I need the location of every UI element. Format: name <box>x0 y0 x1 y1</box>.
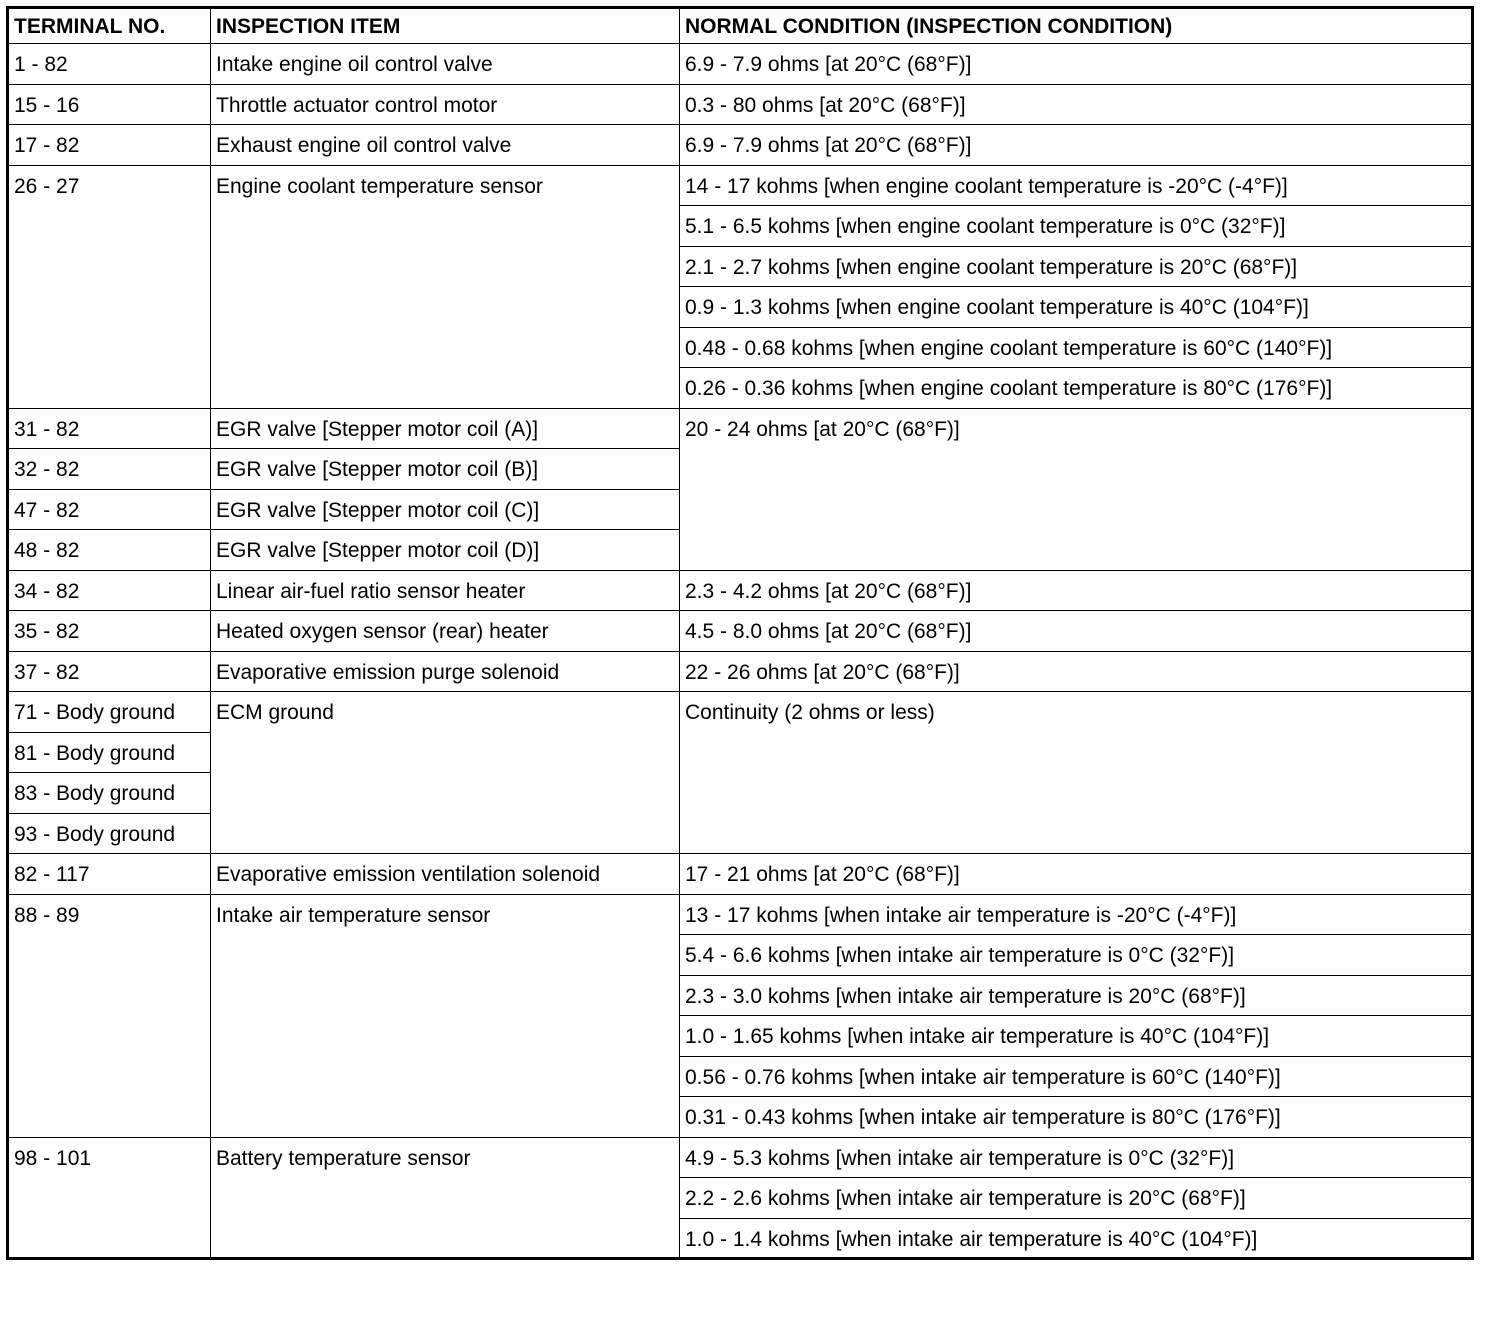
terminal-cell: 98 - 101 <box>8 1137 211 1259</box>
terminal-cell: 31 - 82 <box>8 408 211 449</box>
condition-cell: 2.3 - 4.2 ohms [at 20°C (68°F)] <box>680 570 1473 611</box>
condition-cell: 0.3 - 80 ohms [at 20°C (68°F)] <box>680 84 1473 125</box>
terminal-cell: 81 - Body ground <box>8 732 211 773</box>
condition-cell: 2.1 - 2.7 kohms [when engine coolant temperature is 20°C (68°F)] <box>680 246 1473 287</box>
terminal-cell: 47 - 82 <box>8 489 211 530</box>
condition-cell: 0.9 - 1.3 kohms [when engine coolant temperature is 40°C (104°F)] <box>680 287 1473 328</box>
table-row <box>8 408 1473 449</box>
terminal-cell: 15 - 16 <box>8 84 211 125</box>
item-cell: ECM ground <box>211 692 680 854</box>
item-cell: Intake air temperature sensor <box>211 894 680 1137</box>
item-cell: Battery temperature sensor <box>211 1137 680 1259</box>
terminal-cell: 26 - 27 <box>8 165 211 408</box>
terminal-cell: 88 - 89 <box>8 894 211 1137</box>
terminal-cell: 82 - 117 <box>8 854 211 895</box>
table-row <box>8 692 1473 733</box>
table-row <box>8 125 1473 166</box>
condition-cell: 14 - 17 kohms [when engine coolant temperature is -20°C (-4°F)] <box>680 165 1473 206</box>
table-row <box>8 44 1473 85</box>
condition-cell: 22 - 26 ohms [at 20°C (68°F)] <box>680 651 1473 692</box>
condition-cell: 6.9 - 7.9 ohms [at 20°C (68°F)] <box>680 125 1473 166</box>
terminal-cell: 83 - Body ground <box>8 773 211 814</box>
condition-cell: 0.48 - 0.68 kohms [when engine coolant temperature is 60°C (140°F)] <box>680 327 1473 368</box>
condition-cell: 4.9 - 5.3 kohms [when intake air temperature is 0°C (32°F)] <box>680 1137 1473 1178</box>
table-row <box>8 611 1473 652</box>
terminal-cell: 71 - Body ground <box>8 692 211 733</box>
table-header-row <box>8 8 1473 44</box>
table-row <box>8 894 1473 935</box>
table-row <box>8 165 1473 206</box>
item-cell: EGR valve [Stepper motor coil (D)] <box>211 530 680 571</box>
item-cell: EGR valve [Stepper motor coil (B)] <box>211 449 680 490</box>
condition-cell: 1.0 - 1.4 kohms [when intake air temperature is 40°C (104°F)] <box>680 1218 1473 1259</box>
item-cell: Exhaust engine oil control valve <box>211 125 680 166</box>
condition-cell: Continuity (2 ohms or less) <box>680 692 1473 854</box>
terminal-cell: 93 - Body ground <box>8 813 211 854</box>
table-row <box>8 1137 1473 1178</box>
item-cell: EGR valve [Stepper motor coil (C)] <box>211 489 680 530</box>
terminal-cell: 34 - 82 <box>8 570 211 611</box>
table-row <box>8 854 1473 895</box>
item-cell: Throttle actuator control motor <box>211 84 680 125</box>
terminal-cell: 48 - 82 <box>8 530 211 571</box>
condition-cell: 13 - 17 kohms [when intake air temperature is -20°C (-4°F)] <box>680 894 1473 935</box>
condition-cell: 6.9 - 7.9 ohms [at 20°C (68°F)] <box>680 44 1473 85</box>
item-cell: Evaporative emission ventilation solenoid <box>211 854 680 895</box>
condition-cell: 5.4 - 6.6 kohms [when intake air temperature is 0°C (32°F)] <box>680 935 1473 976</box>
condition-cell: 2.2 - 2.6 kohms [when intake air temperature is 20°C (68°F)] <box>680 1178 1473 1219</box>
item-cell: EGR valve [Stepper motor coil (A)] <box>211 408 680 449</box>
item-cell: Linear air-fuel ratio sensor heater <box>211 570 680 611</box>
terminal-cell: 37 - 82 <box>8 651 211 692</box>
table-row <box>8 651 1473 692</box>
condition-cell: 0.31 - 0.43 kohms [when intake air temperature is 80°C (176°F)] <box>680 1097 1473 1138</box>
inspection-table <box>6 6 1474 1260</box>
header-normal-condition: NORMAL CONDITION (INSPECTION CONDITION) <box>680 8 1473 44</box>
condition-cell: 1.0 - 1.65 kohms [when intake air temperature is 40°C (104°F)] <box>680 1016 1473 1057</box>
terminal-cell: 1 - 82 <box>8 44 211 85</box>
condition-cell: 5.1 - 6.5 kohms [when engine coolant temperature is 0°C (32°F)] <box>680 206 1473 247</box>
header-inspection-item: INSPECTION ITEM <box>211 8 680 44</box>
table-row <box>8 84 1473 125</box>
condition-cell: 20 - 24 ohms [at 20°C (68°F)] <box>680 408 1473 570</box>
item-cell: Intake engine oil control valve <box>211 44 680 85</box>
condition-cell: 2.3 - 3.0 kohms [when intake air temperature is 20°C (68°F)] <box>680 975 1473 1016</box>
item-cell: Engine coolant temperature sensor <box>211 165 680 408</box>
header-terminal-no: TERMINAL NO. <box>8 8 211 44</box>
condition-cell: 0.56 - 0.76 kohms [when intake air temperature is 60°C (140°F)] <box>680 1056 1473 1097</box>
terminal-cell: 35 - 82 <box>8 611 211 652</box>
terminal-cell: 32 - 82 <box>8 449 211 490</box>
inspection-table-container <box>6 6 1474 1260</box>
condition-cell: 0.26 - 0.36 kohms [when engine coolant temperature is 80°C (176°F)] <box>680 368 1473 409</box>
condition-cell: 17 - 21 ohms [at 20°C (68°F)] <box>680 854 1473 895</box>
condition-cell: 4.5 - 8.0 ohms [at 20°C (68°F)] <box>680 611 1473 652</box>
item-cell: Heated oxygen sensor (rear) heater <box>211 611 680 652</box>
terminal-cell: 17 - 82 <box>8 125 211 166</box>
item-cell: Evaporative emission purge solenoid <box>211 651 680 692</box>
table-row <box>8 570 1473 611</box>
